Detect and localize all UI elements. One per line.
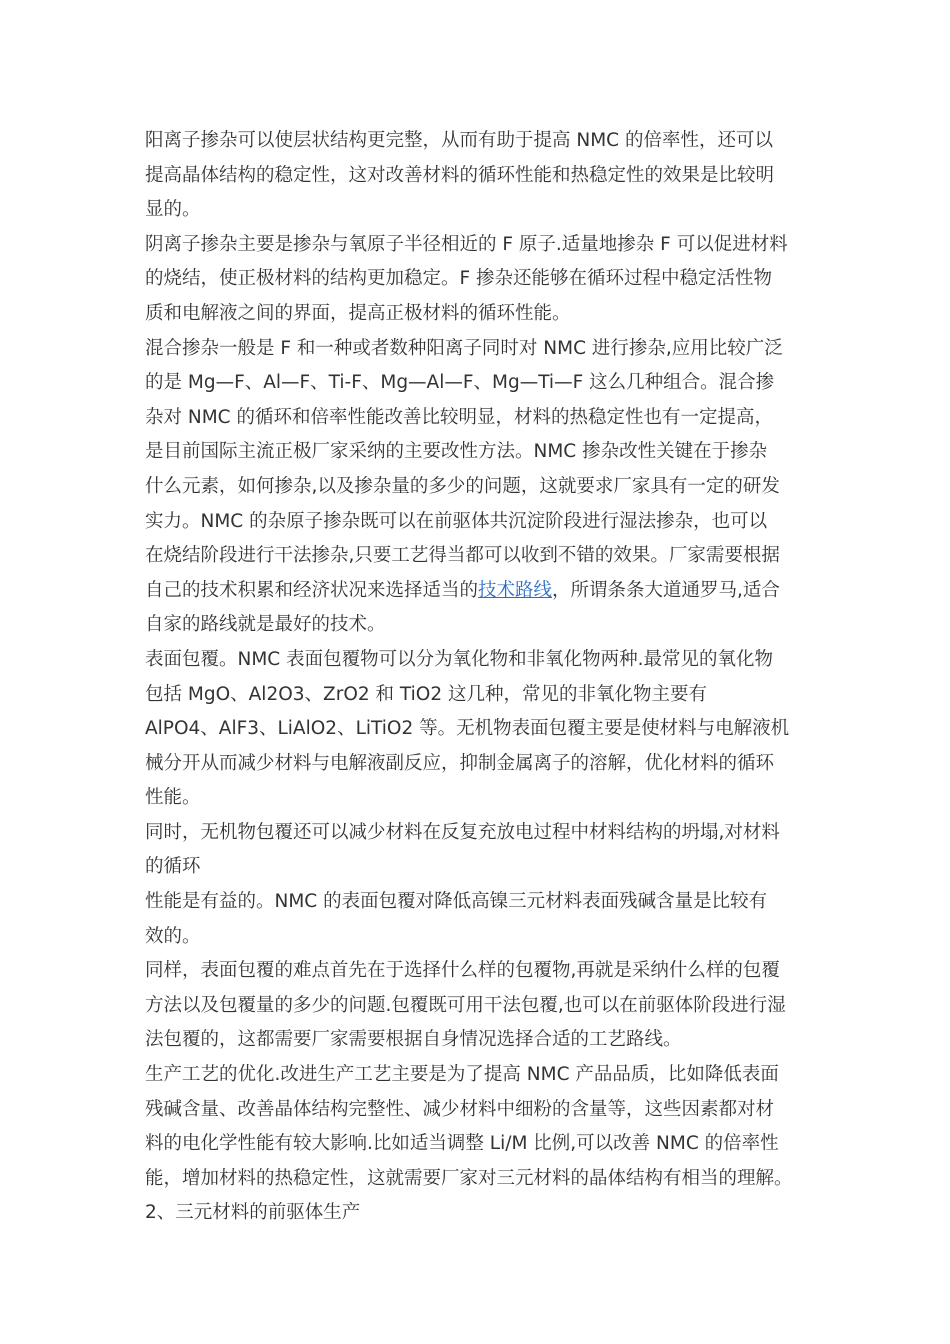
text-line: 质和电解液之间的界面，提高正极材料的循环性能。 [145, 302, 571, 324]
text-line: AlPO4、AlF3、LiAlO2、LiTiO2 等。无机物表面包覆主要是使材料与电解液机 [145, 718, 790, 740]
text-line: 方法以及包覆量的多少的问题.包覆既可用干法包覆,也可以在前驱体阶段进行湿 [145, 994, 786, 1016]
text-line: 性能。 [145, 787, 201, 809]
paragraph-mixed-doping [145, 332, 825, 643]
paragraph-coating-benefit [145, 885, 825, 954]
section-heading: 2、三元材料的前驱体生产 [145, 1202, 361, 1224]
text-line: 残碱含量、改善晶体结构完整性、减少材料中细粉的含量等，这些因素都对材 [145, 1098, 775, 1120]
paragraph-coating-difficulty [145, 954, 825, 1058]
link-line-after: ，所谓条条大道通罗马,适合 [552, 579, 780, 601]
text-line: 能，增加材料的热稳定性，这就需要厂家对三元材料的晶体结构有相当的理解。 [145, 1167, 793, 1189]
text-line: 什么元素，如何掺杂,以及掺杂量的多少的问题，这就要求厂家具有一定的研发 [145, 475, 780, 497]
text-line: 械分开从而减少材料与电解液副反应，抑制金属离子的溶解，优化材料的循环 [145, 752, 775, 774]
text-line: 实力。NMC 的杂原子掺杂既可以在前驱体共沉淀阶段进行湿法掺杂，也可以 [145, 510, 768, 532]
text-line: 效的。 [145, 925, 201, 947]
text-line: 性能是有益的。NMC 的表面包覆对降低高镍三元材料表面残碱含量是比较有 [145, 891, 768, 913]
text-line: 法包覆的，这都需要厂家需要根据自身情况选择合适的工艺路线。 [145, 1029, 682, 1051]
text-line: 表面包覆。NMC 表面包覆物可以分为氧化物和非氧化物两种.最常见的氧化物 [145, 648, 773, 670]
paragraph-cation-doping [145, 124, 825, 228]
text-line: 阳离子掺杂可以使层状结构更完整，从而有助于提高 NMC 的倍率性，还可以 [145, 130, 773, 151]
paragraph-surface-coating [145, 643, 825, 816]
text-line: 阴离子掺杂主要是掺杂与氧原子半径相近的 F 原子.适量地掺杂 F 可以促进材料 [145, 233, 788, 255]
text-line: 在烧结阶段进行干法掺杂,只要工艺得当都可以收到不错的效果。厂家需要根据 [145, 545, 780, 567]
text-line: 同时，无机物包覆还可以减少材料在反复充放电过程中材料结构的坍塌,对材料 [145, 821, 780, 843]
text-line: 生产工艺的优化.改进生产工艺主要是为了提高 NMC 产品品质，比如降低表面 [145, 1064, 779, 1086]
text-line: 同样，表面包覆的难点首先在于选择什么样的包覆物,再就是采纳什么样的包覆 [145, 960, 780, 982]
paragraph-anion-doping [145, 228, 825, 332]
text-line: 包括 MgO、Al2O3、ZrO2 和 TiO2 这几种，常见的非氧化物主要有 [145, 683, 708, 705]
text-line: 是目前国际主流正极厂家采纳的主要改性方法。NMC 掺杂改性关键在于掺杂 [145, 441, 768, 463]
paragraph-inorganic-coating [145, 816, 825, 885]
text-line-with-link [145, 574, 825, 609]
text-line: 自家的路线就是最好的技术。 [145, 614, 386, 636]
text-line: 的是 Mg—F、Al—F、Ti-F、Mg—Al—F、Mg—Ti—F 这么几种组合。混合掺 [145, 372, 775, 394]
text-line: 显的。 [145, 199, 201, 221]
tech-route-link[interactable]: 技术路线 [478, 579, 553, 601]
link-line-before: 自己的技术积累和经济状况来选择适当的 [145, 579, 479, 601]
text-line: 的循环 [145, 856, 201, 878]
article-body [145, 124, 825, 1231]
section-heading-precursor [145, 1196, 825, 1231]
text-line: 杂对 NMC 的循环和倍率性能改善比较明显，材料的热稳定性也有一定提高， [145, 406, 773, 428]
text-line: 提高晶体结构的稳定性，这对改善材料的循环性能和热稳定性的效果是比较明 [145, 164, 775, 186]
text-line: 的烧结，使正极材料的结构更加稳定。F 掺杂还能够在循环过程中稳定活性物 [145, 268, 773, 290]
text-line: 料的电化学性能有较大影响.比如适当调整 Li/M 比例,可以改善 NMC 的倍率性 [145, 1133, 779, 1155]
paragraph-process-optimization [145, 1058, 825, 1196]
text-line: 混合掺杂一般是 F 和一种或者数种阳离子同时对 NMC 进行掺杂,应用比较广泛 [145, 337, 783, 359]
